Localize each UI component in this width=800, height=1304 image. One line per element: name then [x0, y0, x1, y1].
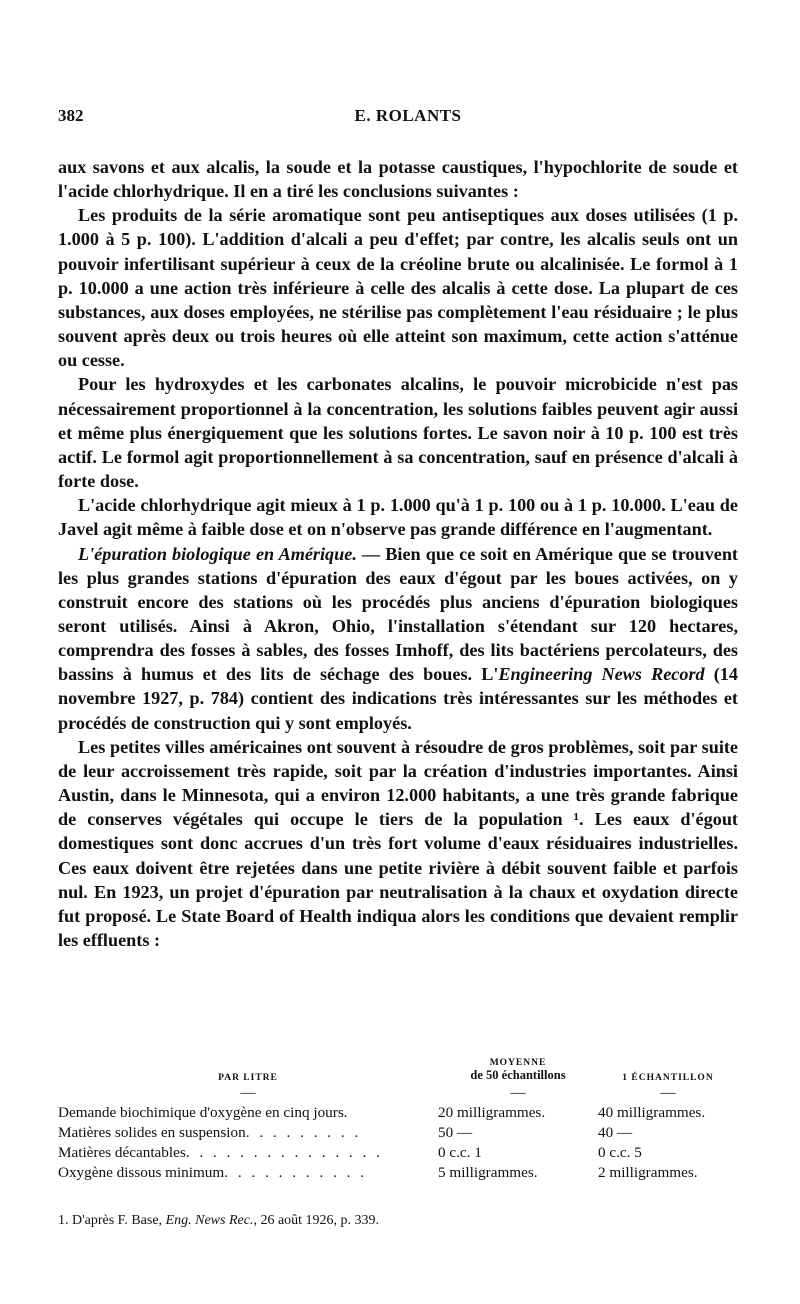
body-text [58, 155, 738, 952]
header-per-litre: PAR LITRE [218, 1073, 278, 1083]
header-one-sample: 1 ÉCHANTILLON [622, 1073, 714, 1083]
paragraph-biological-purification [58, 542, 738, 735]
paragraph-continuation: aux savons et aux alcalis, la soude et la potasse caustiques, l'hypochlorite de soude et l'acide chlorhydrique. Il en a tiré les conclusions suivantes : [58, 157, 738, 202]
row-label: Oxygène dissous minimum. . . . . . . . . . . [58, 1164, 367, 1181]
table-rule-row [58, 1083, 738, 1103]
row-average: 5 milligrammes. [438, 1164, 538, 1181]
rule-dash: — [510, 1084, 526, 1101]
row-label: Matières solides en suspension. . . . . . . . . [58, 1124, 362, 1141]
rule-dash: — [660, 1084, 676, 1101]
row-one-sample: 2 milligrammes. [598, 1164, 698, 1181]
row-average: 50 — [438, 1124, 473, 1141]
page-header [58, 106, 758, 132]
table-row [58, 1163, 738, 1183]
paragraph-text-end: (14 novembre 1927, p. 784) contient des indications très intéressantes sur les méthodes et procédés de construction qui y sont employés. [58, 664, 738, 733]
paragraph-small-towns: Les petites villes américaines ont souvent à résoudre de gros problèmes, soit par suite de leur accroissement très rapide, soit par la création d'industries importantes. Ainsi Austin, dans le Minnesota, qui a environ 12.000 habitants, a une très grande fabrique de conserves végétales qui occupe le tiers de la population ¹. Les eaux d'égout domestiques sont donc accrues d'un très fort volume d'eaux résiduaires industrielles. Ces eaux doivent être rejetées dans une petite rivière à débit souvent faible et parfois nul. En 1923, un projet d'épuration par neutralisation à la chaux et oxydation directe fut proposé. Le State Board of Health indiqua alors les conditions que devaient remplir les effluents : [58, 736, 738, 950]
paragraph-text: — Bien que ce soit en Amérique que se trouvent les plus grandes stations d'épuration des eaux d'égout par les boues activées, on y construit encore des stations où les procédés plus anciens d'épuration biologiques seront utilisés. Ainsi à Akron, Ohio, l'installation s'étendant sur 120 hectares, comprendra des fosses à sables, des fosses Imhoff, des lits bactériens percolateurs, des bassins à humus et des lits de séchage des boues. L' [58, 543, 738, 685]
row-label: Matières décantables. . . . . . . . . . . . . . . [58, 1144, 383, 1161]
journal-title: Engineering News Record [498, 664, 705, 685]
header-average: MOYENNE de 50 échantillons [470, 1058, 566, 1082]
page-number: 382 [58, 106, 84, 125]
table-row [58, 1143, 738, 1163]
paragraph-hydrochloric-acid: L'acide chlorhydrique agit mieux à 1 p. 1.000 qu'à 1 p. 100 ou à 1 p. 10.000. L'eau de Javel agit même à faible dose et on n'observe pas grande différence en l'augmentant. [58, 495, 738, 540]
row-one-sample: 40 milligrammes. [598, 1104, 706, 1121]
row-one-sample: 0 c.c. 5 [598, 1144, 642, 1161]
row-label: Demande biochimique d'oxygène en cinq jours. [58, 1104, 348, 1121]
rule-dash: — [240, 1084, 256, 1101]
table-header-row [58, 1058, 738, 1083]
footnote-source: Eng. News Rec. [165, 1213, 254, 1228]
effluent-requirements-table [58, 1058, 738, 1183]
section-title: L'épuration biologique en Amérique. [78, 543, 357, 564]
table-row [58, 1123, 738, 1143]
row-average: 0 c.c. 1 [438, 1144, 482, 1161]
paragraph-aromatic-series: Les produits de la série aromatique sont peu antiseptiques aux doses utilisées (1 p. 1.000 à 5 p. 100). L'addition d'alcali a peu d'effet; par contre, les alcalis seuls ont un pouvoir infertilisant supérieur à ceux de la créoline brute ou alcalinisée. Le formol à 1 p. 10.000 a une action très inférieure à celle des alcalis à cette dose. La plupart de ces substances, aux doses employées, ne stérilise pas complètement l'eau résiduaire ; le plus souvent après deux ou trois heures où elle atteint son maximum, cette action s'atténue ou cesse. [58, 205, 738, 371]
row-one-sample: 40 — [598, 1124, 633, 1141]
table-row [58, 1103, 738, 1123]
running-head: E. ROLANTS [354, 106, 462, 125]
row-average: 20 milligrammes. [438, 1104, 546, 1121]
footnote: 1. D'après F. Base, Eng. News Rec., 26 août 1926, p. 339. [58, 1213, 380, 1228]
paragraph-hydroxides: Pour les hydroxydes et les carbonates alcalins, le pouvoir microbicide n'est pas nécessairement proportionnel à la concentration, les solutions faibles peuvent agir aussi et même plus énergiquement que les solutions fortes. Le savon noir à 10 p. 100 est très actif. Le formol agit proportionnellement à sa concentration, sauf en présence d'alcali à forte dose. [58, 374, 738, 492]
